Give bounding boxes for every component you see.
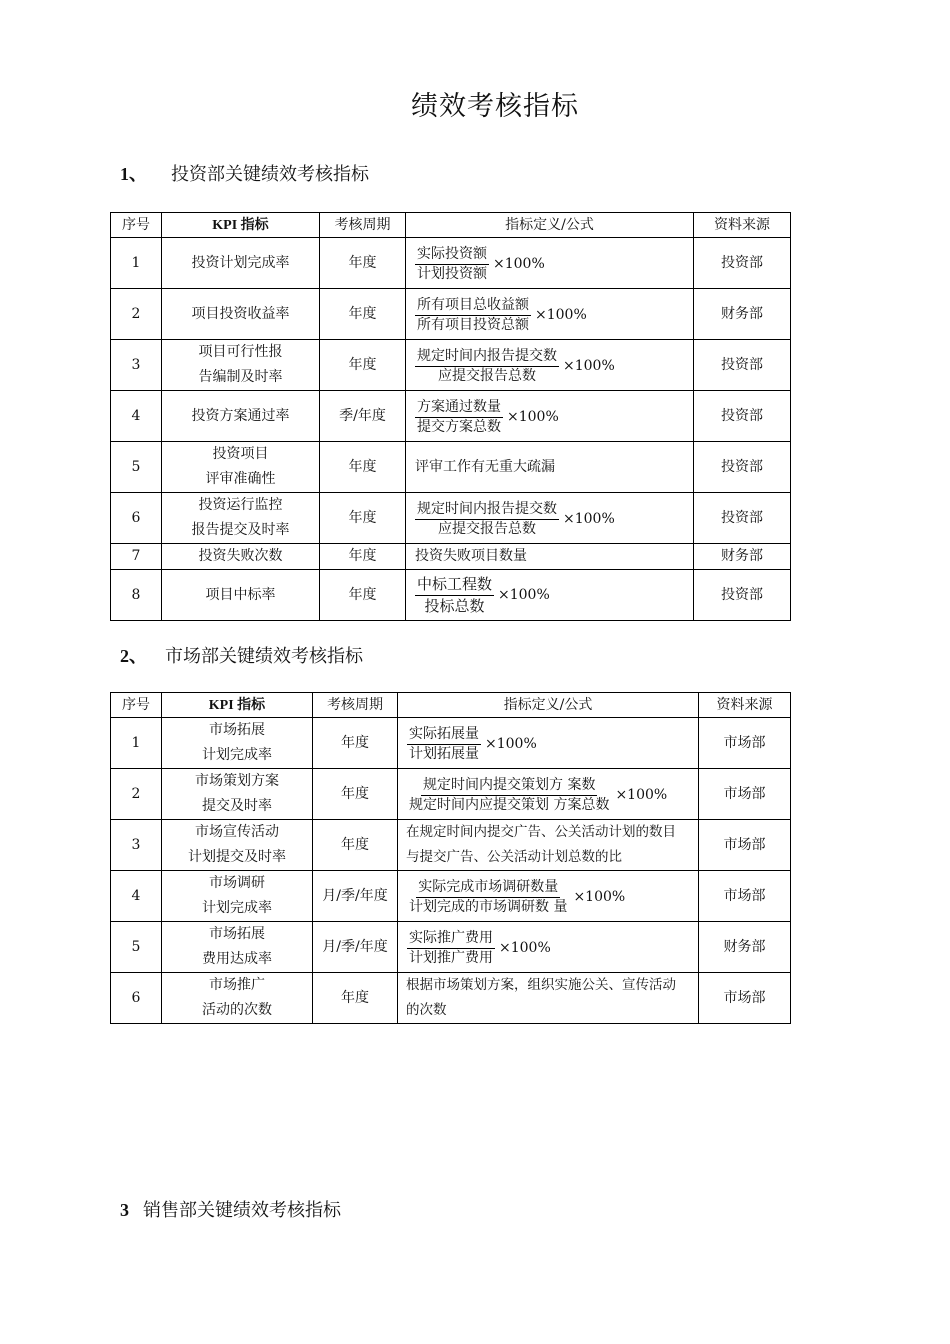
formula-multiplier: ×100% [493, 256, 545, 272]
row-source: 投资部 [694, 238, 791, 289]
row-no: 7 [111, 544, 162, 570]
row-kpi-line2: 评审准确性 [205, 471, 276, 487]
section-number: 2、 [120, 646, 147, 666]
row-cycle: 年度 [320, 493, 406, 544]
section-title: 市场部关键绩效考核指标 [165, 646, 363, 667]
formula-denominator: 规定时间内应提交策划 方案总数 [409, 797, 610, 813]
row-kpi [162, 820, 313, 871]
formula-numerator: 实际完成市场调研数量 [416, 878, 560, 898]
row-kpi [162, 922, 313, 973]
row-cycle: 年度 [320, 340, 406, 391]
row-definition [398, 871, 699, 922]
row-definition [406, 238, 694, 289]
row-source: 财务部 [694, 289, 791, 340]
header-cycle: 考核周期 [313, 693, 398, 718]
row-kpi-line2: 费用达成率 [202, 951, 272, 967]
row-definition [406, 570, 694, 621]
row-source: 投资部 [694, 493, 791, 544]
row-kpi [162, 493, 320, 544]
header-definition: 指标定义/公式 [398, 693, 699, 718]
row-source: 财务部 [694, 544, 791, 570]
section-number: 3 [120, 1200, 129, 1220]
formula-numerator: 中标工程数 [415, 574, 494, 596]
header-source: 资料来源 [694, 213, 791, 238]
row-definition [398, 769, 699, 820]
row-kpi [162, 442, 320, 493]
row-kpi-line2: 告编制及时率 [198, 369, 283, 385]
row-cycle: 年度 [320, 238, 406, 289]
row-kpi-line1: 项目可行性报 [198, 344, 283, 360]
row-kpi-line2: 计划完成率 [202, 900, 272, 916]
header-kpi-label: KPI 指标 [212, 217, 269, 233]
header-cycle: 考核周期 [320, 213, 406, 238]
row-source: 市场部 [699, 820, 791, 871]
formula-denominator: 应提交报告总数 [438, 368, 536, 384]
row-kpi-line1: 市场拓展 [209, 926, 265, 942]
table-row [111, 544, 791, 570]
row-kpi-line2: 计划提交及时率 [188, 849, 286, 865]
row-cycle: 年度 [320, 289, 406, 340]
row-kpi: 投资计划完成率 [162, 238, 320, 289]
row-no: 1 [111, 238, 162, 289]
row-no: 6 [111, 493, 162, 544]
table-row [111, 391, 791, 442]
section-title: 销售部关键绩效考核指标 [143, 1200, 341, 1221]
formula-multiplier: ×100% [498, 587, 550, 603]
row-kpi [162, 871, 313, 922]
formula-multiplier: ×100% [615, 787, 668, 803]
row-cycle: 月/季/年度 [313, 922, 398, 973]
formula-multiplier: ×100% [507, 409, 559, 425]
formula-numerator: 所有项目总收益额 [415, 296, 531, 316]
table-row [111, 769, 791, 820]
row-definition [398, 922, 699, 973]
table-row [111, 493, 791, 544]
formula-multiplier: ×100% [563, 511, 615, 527]
page-title: 绩效考核指标 [411, 91, 579, 122]
table-header-row [111, 693, 791, 718]
row-kpi [162, 973, 313, 1024]
row-no: 8 [111, 570, 162, 621]
section-title: 投资部关键绩效考核指标 [171, 164, 369, 185]
row-cycle: 年度 [313, 769, 398, 820]
formula-numerator: 实际投资额 [415, 245, 489, 265]
row-no: 1 [111, 718, 162, 769]
row-kpi [162, 769, 313, 820]
row-cycle: 年度 [320, 442, 406, 493]
table-row [111, 718, 791, 769]
row-cycle: 年度 [313, 820, 398, 871]
row-kpi [162, 340, 320, 391]
formula-denominator: 投标总数 [424, 597, 485, 615]
row-kpi-line2: 活动的次数 [202, 1002, 272, 1018]
header-no: 序号 [111, 693, 162, 718]
formula-denominator: 计划完成的市场调研数 量 [409, 899, 568, 915]
table-header-row [111, 213, 791, 238]
row-no: 2 [111, 289, 162, 340]
formula-numerator: 实际拓展量 [407, 725, 481, 745]
row-cycle: 年度 [320, 544, 406, 570]
header-source: 资料来源 [699, 693, 791, 718]
table-row [111, 570, 791, 621]
header-kpi-label: KPI 指标 [208, 697, 266, 713]
row-kpi: 项目投资收益率 [162, 289, 320, 340]
investment-kpi-table [110, 212, 791, 621]
row-kpi: 投资方案通过率 [162, 391, 320, 442]
row-source: 财务部 [699, 922, 791, 973]
row-no: 4 [111, 871, 162, 922]
row-definition: 投资失败项目数量 [406, 544, 694, 570]
row-cycle: 月/季/年度 [313, 871, 398, 922]
formula-multiplier: ×100% [535, 307, 587, 323]
row-definition [406, 493, 694, 544]
table-row [111, 922, 791, 973]
row-kpi-line2: 提交及时率 [202, 798, 272, 814]
table-row [111, 340, 791, 391]
row-definition-line1: 在规定时间内提交广告、公关活动计划的数目 [406, 824, 676, 840]
row-no: 5 [111, 442, 162, 493]
row-cycle: 年度 [313, 973, 398, 1024]
header-no: 序号 [111, 213, 162, 238]
row-source: 投资部 [694, 391, 791, 442]
formula-denominator: 计划拓展量 [409, 746, 479, 762]
row-no: 6 [111, 973, 162, 1024]
formula-denominator: 所有项目投资总额 [417, 317, 529, 333]
row-definition: 评审工作有无重大疏漏 [406, 442, 694, 493]
row-kpi-line1: 市场调研 [209, 875, 265, 891]
formula-numerator: 方案通过数量 [415, 398, 503, 418]
market-kpi-table [110, 692, 791, 1024]
row-kpi-line1: 市场宣传活动 [195, 824, 279, 840]
row-no: 5 [111, 922, 162, 973]
formula-multiplier: ×100% [485, 736, 537, 752]
row-kpi: 项目中标率 [162, 570, 320, 621]
formula-numerator: 规定时间内提交策划方 案数 [421, 776, 597, 796]
header-kpi [162, 213, 320, 238]
header-definition: 指标定义/公式 [406, 213, 694, 238]
row-source: 市场部 [699, 871, 791, 922]
row-definition [398, 973, 699, 1024]
formula-multiplier: ×100% [499, 940, 551, 956]
formula-numerator: 规定时间内报告提交数 [415, 347, 559, 367]
table-row [111, 973, 791, 1024]
row-kpi-line2: 报告提交及时率 [191, 522, 290, 538]
row-kpi-line1: 市场策划方案 [195, 773, 279, 789]
row-cycle: 年度 [320, 570, 406, 621]
row-kpi-line1: 投资项目 [212, 446, 269, 462]
row-kpi-line1: 市场推广 [209, 977, 265, 993]
formula-multiplier: ×100% [563, 358, 615, 374]
table-row [111, 871, 791, 922]
formula-denominator: 计划投资额 [417, 266, 487, 282]
row-no: 3 [111, 820, 162, 871]
table-row [111, 820, 791, 871]
row-definition [398, 718, 699, 769]
formula-denominator: 应提交报告总数 [438, 521, 536, 537]
row-kpi: 投资失败次数 [162, 544, 320, 570]
row-definition-line2: 与提交广告、公关活动计划总数的比 [406, 849, 622, 865]
row-cycle: 季/年度 [320, 391, 406, 442]
row-source: 投资部 [694, 570, 791, 621]
formula-denominator: 提交方案总数 [417, 419, 501, 435]
section-1-heading [120, 160, 369, 186]
row-definition [398, 820, 699, 871]
row-no: 4 [111, 391, 162, 442]
row-definition-line2: 的次数 [406, 1002, 447, 1018]
row-source: 市场部 [699, 769, 791, 820]
header-kpi [162, 693, 313, 718]
row-kpi-line1: 投资运行监控 [198, 497, 283, 513]
section-3-heading [120, 1196, 341, 1222]
row-no: 2 [111, 769, 162, 820]
row-cycle: 年度 [313, 718, 398, 769]
row-source: 市场部 [699, 973, 791, 1024]
formula-multiplier: ×100% [573, 889, 626, 905]
formula-numerator: 实际推广费用 [407, 929, 495, 949]
row-kpi-line1: 市场拓展 [209, 722, 265, 738]
row-definition [406, 289, 694, 340]
row-kpi [162, 718, 313, 769]
table-row [111, 238, 791, 289]
table-row [111, 442, 791, 493]
row-kpi-line2: 计划完成率 [202, 747, 272, 763]
formula-denominator: 计划推广费用 [409, 950, 493, 966]
row-source: 投资部 [694, 340, 791, 391]
table-row [111, 289, 791, 340]
section-2-heading [120, 642, 363, 668]
row-source: 市场部 [699, 718, 791, 769]
row-definition-line1: 根据市场策划方案，组织实施公关、宣传活动 [406, 977, 676, 993]
row-source: 投资部 [694, 442, 791, 493]
row-definition [406, 391, 694, 442]
row-definition [406, 340, 694, 391]
formula-numerator: 规定时间内报告提交数 [415, 500, 559, 520]
row-no: 3 [111, 340, 162, 391]
section-number: 1、 [120, 164, 147, 184]
